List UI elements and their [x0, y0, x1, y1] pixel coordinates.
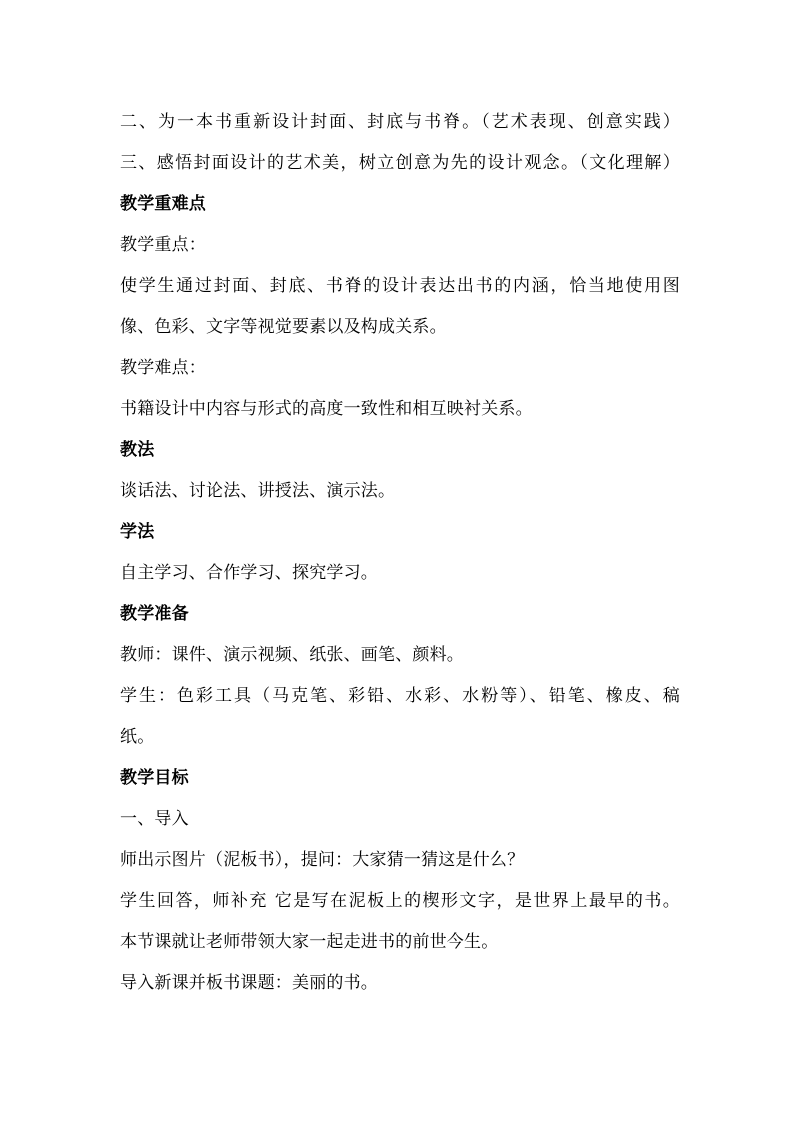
key-point-text-1: 使学生通过封面、封底、书脊的设计表达出书的内涵，恰当地使用图 — [120, 276, 680, 296]
introduction-text-2: 学生回答，师补充 它是写在泥板上的楔形文字，是世界上最早的书。 — [120, 891, 680, 911]
teaching-methods-text: 谈话法、讨论法、讲授法、演示法。 — [120, 481, 396, 501]
student-preparation-1: 学生：色彩工具（马克笔、彩铅、水彩、水粉等）、铅笔、橡皮、稿 — [120, 686, 680, 706]
section-heading-teaching-goals: 教学目标 — [120, 768, 189, 788]
document-body — [120, 102, 680, 1004]
introduction-text-1: 师出示图片（泥板书），提问：大家猜一猜这是什么？ — [120, 850, 525, 870]
key-point-text-2: 像、色彩、文字等视觉要素以及构成关系。 — [120, 317, 447, 337]
key-point-label: 教学重点： — [120, 235, 206, 255]
section-heading-key-points: 教学重难点 — [120, 194, 206, 214]
step-introduction-title: 一、导入 — [120, 809, 189, 829]
objective-line-3: 三、感悟封面设计的艺术美，树立创意为先的设计观念。（文化理解） — [120, 153, 680, 173]
section-heading-learning-methods: 学法 — [120, 522, 155, 542]
introduction-text-4: 导入新课并板书课题：美丽的书。 — [120, 973, 378, 993]
teacher-preparation: 教师：课件、演示视频、纸张、画笔、颜料。 — [120, 645, 464, 665]
difficulty-label: 教学难点： — [120, 358, 206, 378]
objective-line-2: 二、为一本书重新设计封面、封底与书脊。（艺术表现、创意实践） — [120, 112, 680, 132]
student-preparation-2: 纸。 — [120, 727, 155, 747]
section-heading-teaching-methods: 教法 — [120, 440, 155, 460]
learning-methods-text: 自主学习、合作学习、探究学习。 — [120, 563, 378, 583]
section-heading-preparation: 教学准备 — [120, 604, 189, 624]
introduction-text-3: 本节课就让老师带领大家一起走进书的前世今生。 — [120, 932, 499, 952]
difficulty-text: 书籍设计中内容与形式的高度一致性和相互映衬关系。 — [120, 399, 533, 419]
